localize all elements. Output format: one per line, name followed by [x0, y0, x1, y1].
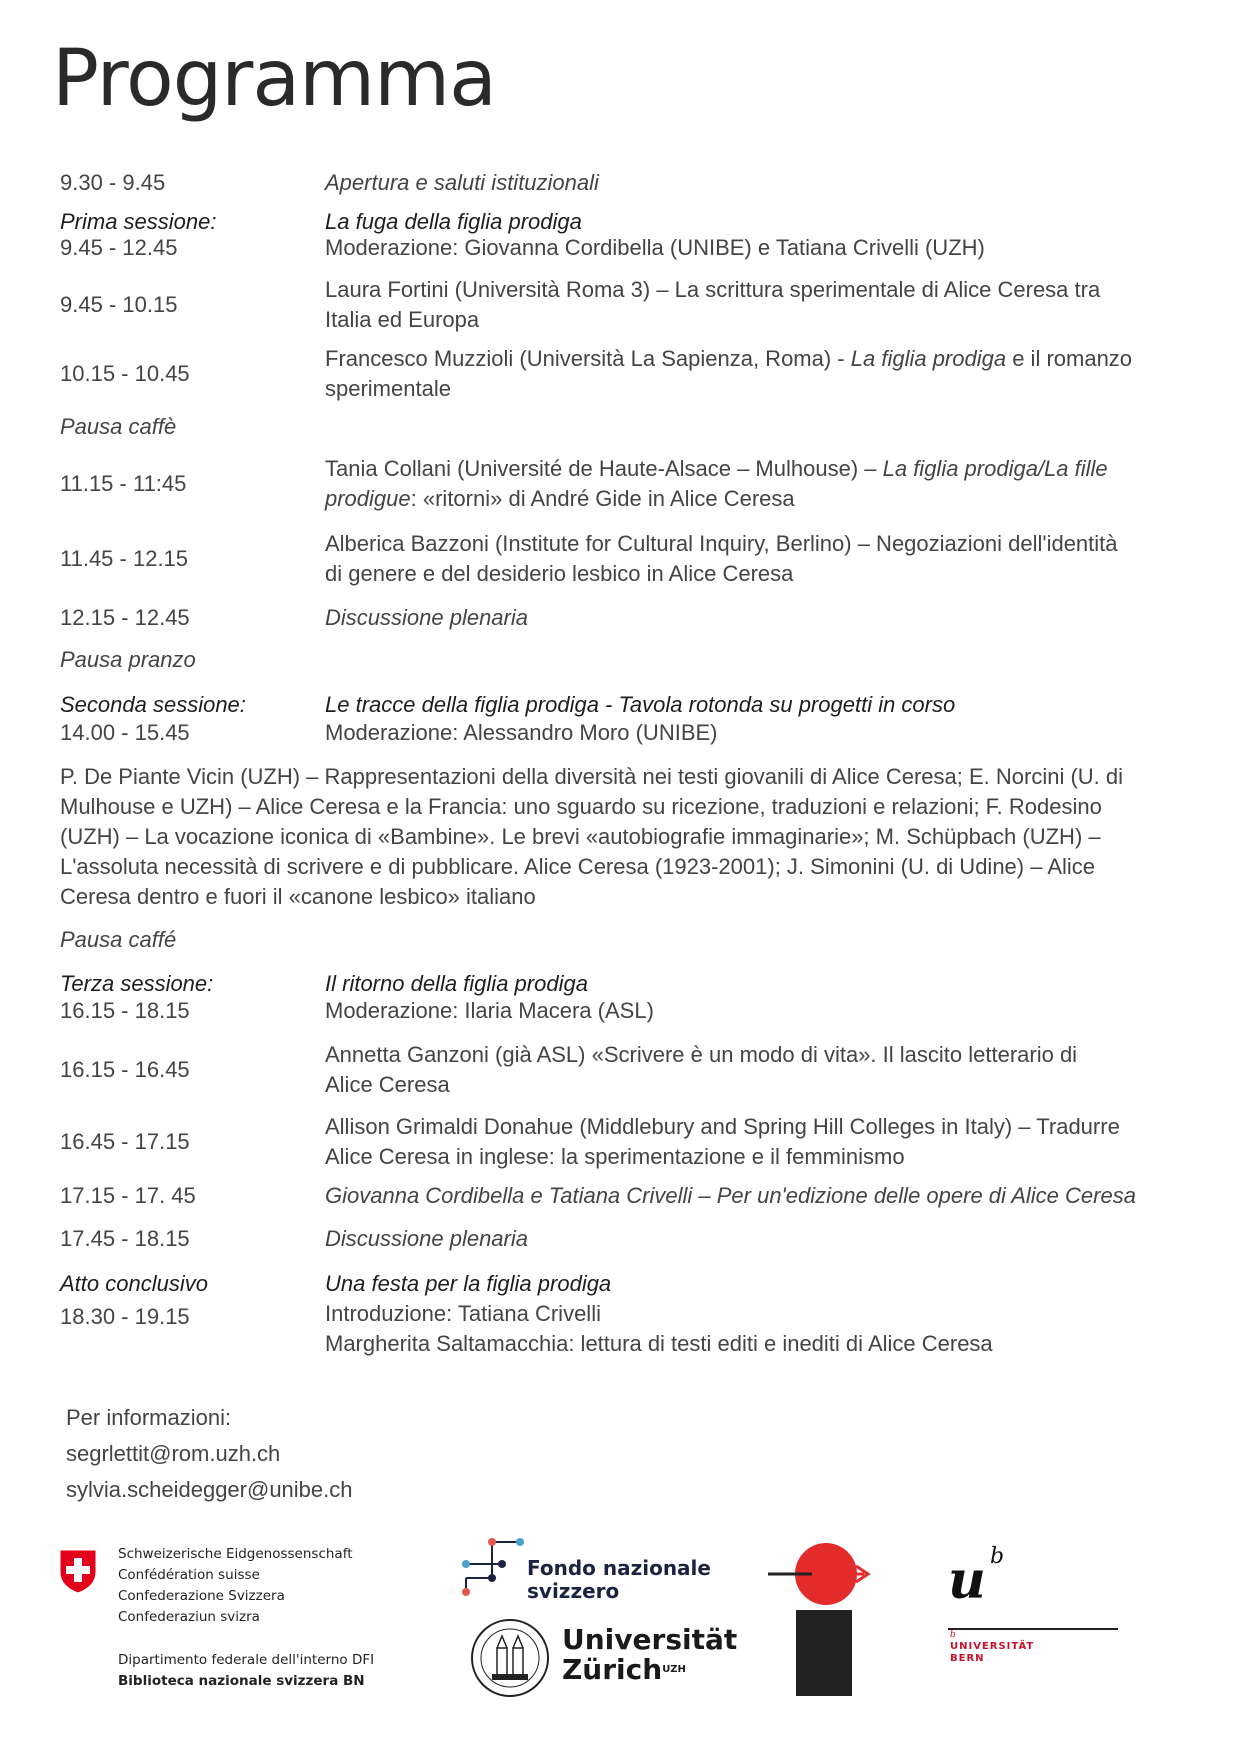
contact-label: Per informazioni: — [66, 1405, 232, 1430]
contact-info — [66, 1400, 353, 1508]
line — [562, 1655, 737, 1685]
moderation: Moderazione: Giovanna Cordibella (UNIBE) e Tatiana Crivelli (UZH) — [325, 235, 985, 260]
time: 9.45 - 12.45 — [60, 235, 178, 260]
time: 10.15 - 10.45 — [60, 361, 190, 386]
item-text — [325, 275, 1195, 335]
item-text — [325, 1299, 1195, 1359]
time: 17.45 - 18.15 — [60, 1226, 190, 1251]
uzh-city: Zürich — [562, 1653, 663, 1686]
unibe-b-sup: b — [990, 1544, 1005, 1569]
library-name: Biblioteca nazionale svizzera BN — [118, 1673, 365, 1689]
line: Ceresa dentro e fuori il «canone lesbico» italiano — [60, 884, 536, 909]
pause: Pausa pranzo — [60, 647, 196, 672]
time: 9.30 - 9.45 — [60, 170, 166, 195]
uzh-seal — [470, 1618, 550, 1703]
item-text: Apertura e saluti istituzionali — [325, 170, 599, 195]
unibe-u: u — [948, 1550, 986, 1611]
time: 16.15 - 16.45 — [60, 1057, 190, 1082]
line-part: e il romanzo — [1006, 346, 1133, 371]
time: 18.30 - 19.15 — [60, 1304, 190, 1329]
line: di genere e del desiderio lesbico in Alice Ceresa — [325, 561, 794, 586]
uzh-text — [562, 1625, 737, 1685]
line: Introduzione: Tatiana Crivelli — [325, 1301, 601, 1326]
session-title: Le tracce della figlia prodiga - Tavola rotonda su progetti in corso — [325, 692, 956, 717]
line: Annetta Ganzoni (già ASL) «Scrivere è un modo di vita». Il lascito letterario di — [325, 1042, 1078, 1067]
swiss-shield-icon — [58, 1548, 98, 1594]
session-title: Una festa per la figlia prodiga — [325, 1271, 612, 1296]
session-title: Il ritorno della figlia prodiga — [325, 971, 588, 996]
line-italic: La figlia prodiga/La fille — [882, 456, 1108, 481]
time: 14.00 - 15.45 — [60, 720, 190, 745]
line: Alberica Bazzoni (Institute for Cultural Inquiry, Berlino) – Negoziazioni dell'identità — [325, 531, 1118, 556]
department-text — [118, 1650, 374, 1692]
moderation: Moderazione: Ilaria Macera (ASL) — [325, 998, 654, 1023]
page-title: Programma — [52, 34, 496, 124]
item-text — [325, 344, 1195, 404]
line: Dipartimento federale dell'interno DFI — [118, 1652, 375, 1668]
line — [325, 454, 1195, 484]
unibe-mark — [948, 1544, 1118, 1664]
line: Confederazione Svizzera — [118, 1588, 285, 1604]
snf-text — [527, 1557, 711, 1603]
swiss-confederation-logo — [58, 1548, 98, 1599]
line: Alice Ceresa in inglese: la sperimentazione e il femminismo — [325, 1144, 905, 1169]
line: BERN — [950, 1653, 985, 1664]
item-text — [325, 529, 1195, 589]
session-label: Seconda sessione: — [60, 692, 246, 717]
time: 11.15 - 11:45 — [60, 471, 187, 496]
line: Margherita Saltamacchia: lettura di testi editi e inediti di Alice Ceresa — [325, 1331, 993, 1356]
line: Confédération suisse — [118, 1567, 260, 1583]
line: L'assoluta necessità di scrivere e di pubblicare. Alice Ceresa (1923-2001); J. Simonini (U. di Udine) – Alice — [60, 854, 1096, 879]
uzh-abbrev: UZH — [662, 1664, 686, 1675]
line — [325, 344, 1195, 374]
item-text: Giovanna Cordibella e Tatiana Crivelli – Per un'edizione delle opere di Alice Ceresa — [325, 1183, 1136, 1208]
time: 9.45 - 10.15 — [60, 292, 178, 317]
time: 12.15 - 12.45 — [60, 605, 190, 630]
pause: Pausa caffè — [60, 414, 177, 439]
session-label: Prima sessione: — [60, 209, 217, 234]
line: svizzero — [527, 1579, 620, 1603]
item-text — [325, 1040, 1195, 1100]
line: (UZH) – La vocazione iconica di «Bambine». Le brevi «autobiografie immaginarie»; M. Schüpbach (UZH) – — [60, 824, 1101, 849]
session-title: La fuga della figlia prodiga — [325, 209, 582, 234]
email-link[interactable]: segrlettit@rom.uzh.ch — [66, 1441, 281, 1466]
line-italic: La figlia prodiga — [850, 346, 1007, 371]
line: Allison Grimaldi Donahue (Middlebury and Spring Hill Colleges in Italy) – Tradurre — [325, 1114, 1120, 1139]
line-part: Tania Collani (Université de Haute-Alsace – Mulhouse) – — [325, 456, 883, 481]
line-italic: prodigue — [325, 486, 411, 511]
unibe-small-b: b — [950, 1630, 956, 1640]
snf-logo — [462, 1534, 524, 1609]
asl-mark-icon — [768, 1540, 888, 1700]
line-part: : «ritorni» di André Gide in Alice Ceresa — [410, 486, 795, 511]
line: Laura Fortini (Università Roma 3) – La scrittura sperimentale di Alice Ceresa tra — [325, 277, 1101, 302]
line — [325, 484, 1195, 514]
time: 16.45 - 17.15 — [60, 1129, 190, 1154]
line: Italia ed Europa — [325, 307, 480, 332]
line: sperimentale — [325, 376, 451, 401]
uzh-seal-icon — [470, 1618, 550, 1698]
line-part: Francesco Muzzioli (Università La Sapienza, Roma) - — [325, 346, 851, 371]
divider — [948, 1628, 1118, 1630]
pause: Pausa caffé — [60, 927, 177, 952]
line: UNIVERSITÄT — [950, 1641, 1035, 1652]
time: 11.45 - 12.15 — [60, 546, 189, 571]
line: Schweizerische Eidgenossenschaft — [118, 1546, 353, 1562]
email-link[interactable]: sylvia.scheidegger@unibe.ch — [66, 1477, 353, 1502]
time: 16.15 - 18.15 — [60, 998, 190, 1023]
line: Alice Ceresa — [325, 1072, 450, 1097]
moderation: Moderazione: Alessandro Moro (UNIBE) — [325, 720, 718, 745]
session-label: Atto conclusivo — [60, 1271, 208, 1296]
line: Universität — [562, 1623, 738, 1656]
unibe-logo — [948, 1544, 1118, 1664]
line: P. De Piante Vicin (UZH) – Rappresentazioni della diversità nei testi giovanili di Alice Ceresa; E. Norcini (U. di — [60, 764, 1124, 789]
asl-logo — [768, 1540, 888, 1705]
line: Confederaziun svizra — [118, 1609, 260, 1625]
item-text: Discussione plenaria — [325, 1226, 528, 1251]
item-text — [325, 454, 1195, 514]
roundtable-paragraph — [60, 762, 1170, 912]
line — [118, 1671, 374, 1692]
item-text: Discussione plenaria — [325, 605, 528, 630]
session-label: Terza sessione: — [60, 971, 214, 996]
item-text — [325, 1112, 1195, 1172]
time: 17.15 - 17. 45 — [60, 1183, 196, 1208]
line: Mulhouse e UZH) – Alice Ceresa e la Francia: uno sguardo su ricezione, traduzioni e relazioni; F. Rodesino — [60, 794, 1102, 819]
unibe-text — [950, 1641, 1034, 1665]
swiss-confederation-text — [118, 1544, 353, 1628]
line: Fondo nazionale — [527, 1556, 711, 1580]
snf-network-icon — [462, 1534, 524, 1604]
